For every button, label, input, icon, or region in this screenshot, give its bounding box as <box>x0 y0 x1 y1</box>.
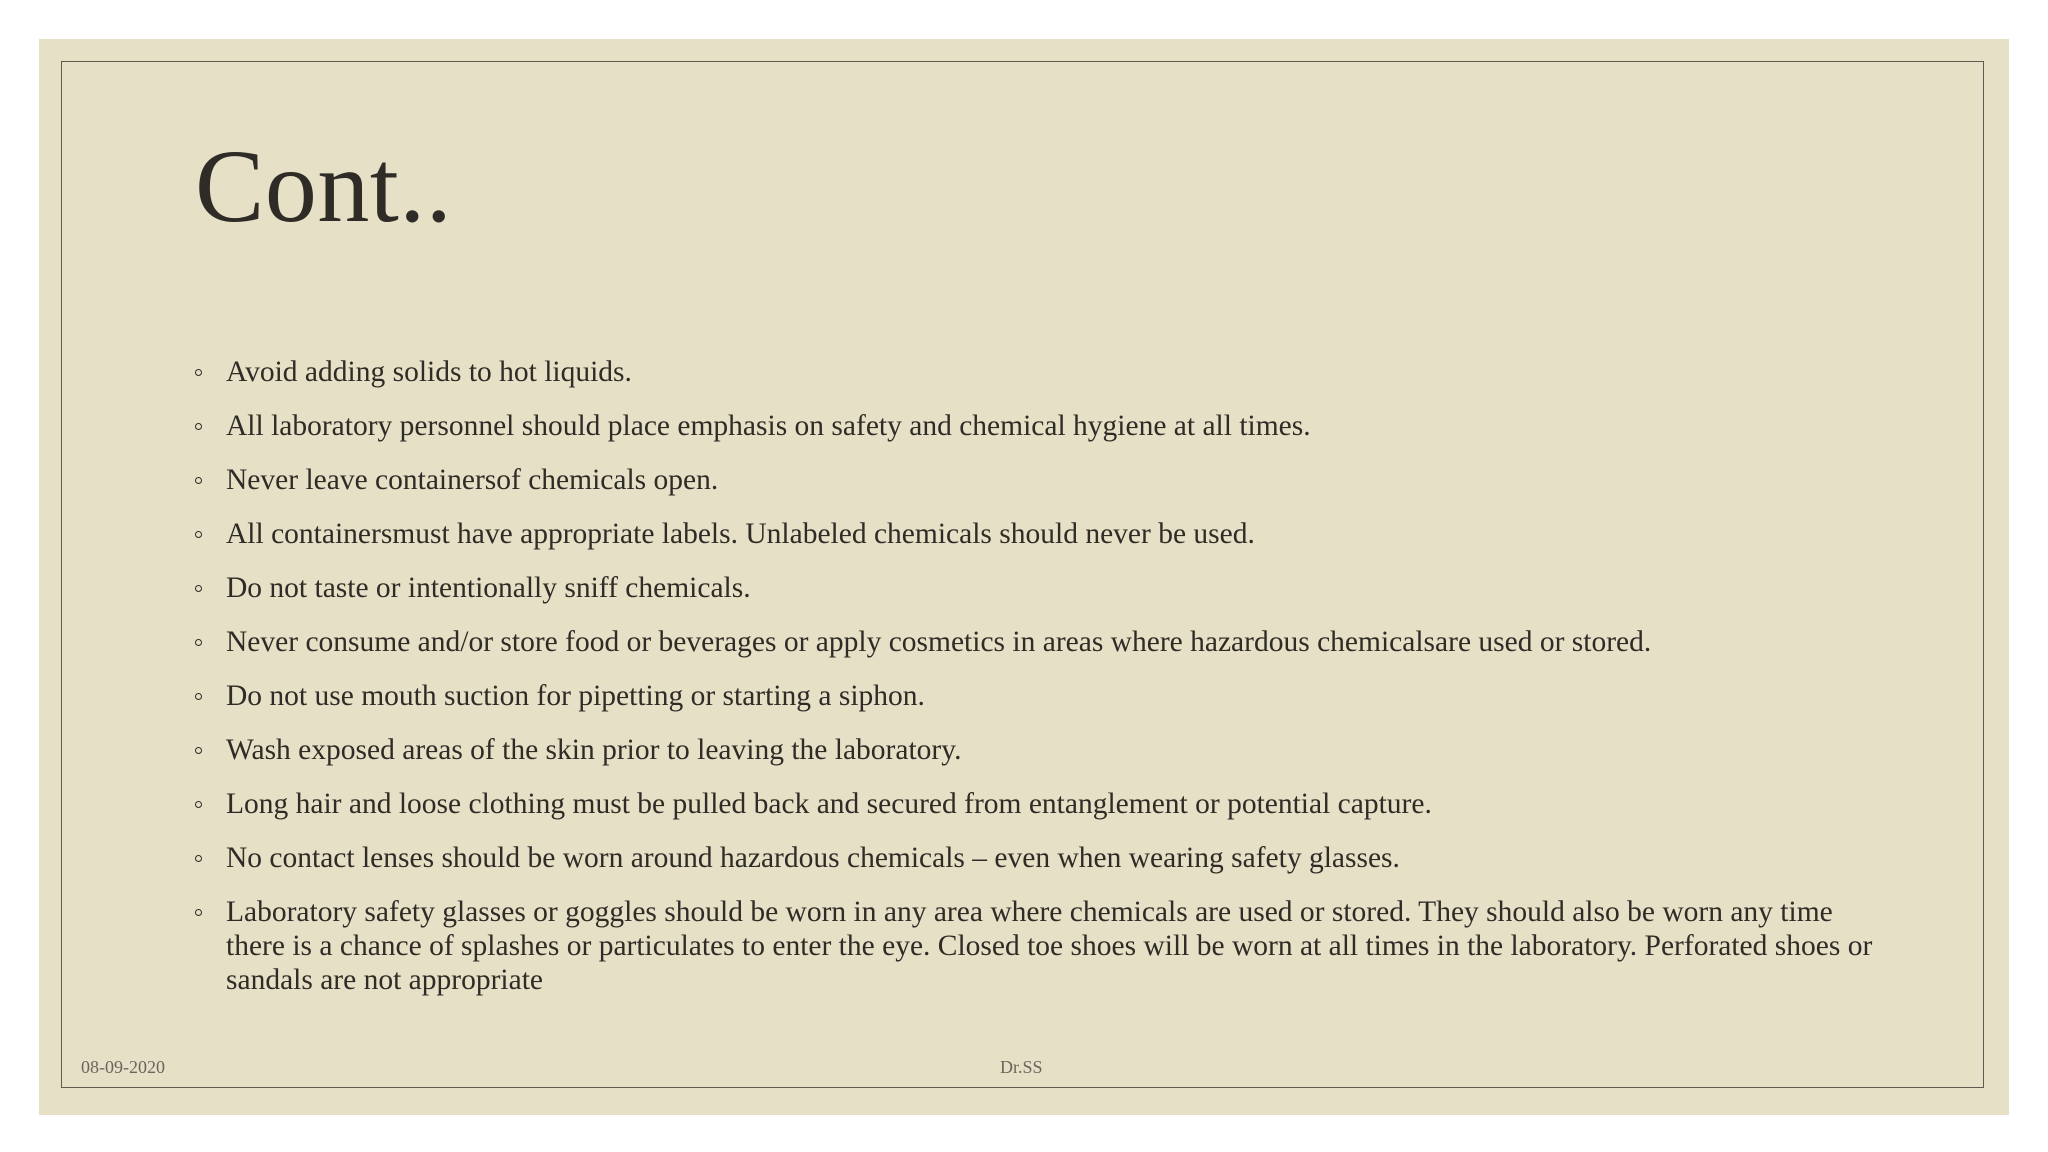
list-item <box>195 787 1875 821</box>
list-item <box>195 841 1875 875</box>
bullet-text: All laboratory personnel should place emphasis on safety and chemical hygiene at all times. <box>226 410 1311 442</box>
bullet-circle-icon <box>195 801 202 808</box>
list-item <box>195 679 1875 713</box>
bullet-circle-icon <box>195 423 202 430</box>
list-item <box>195 409 1875 443</box>
bullet-text: All containersmust have appropriate labels. Unlabeled chemicals should never be used. <box>226 518 1255 550</box>
list-item <box>195 625 1875 659</box>
bullet-circle-icon <box>195 693 202 700</box>
list-item <box>195 463 1875 497</box>
footer-author: Dr.SS <box>1000 1057 1043 1077</box>
bullet-circle-icon <box>195 477 202 484</box>
list-item <box>195 733 1875 767</box>
bullet-text: Wash exposed areas of the skin prior to leaving the laboratory. <box>226 734 962 766</box>
bullet-text: Long hair and loose clothing must be pulled back and secured from entanglement or potential capture. <box>226 788 1432 820</box>
bullet-text: No contact lenses should be worn around hazardous chemicals – even when wearing safety glasses. <box>226 842 1400 874</box>
list-item <box>195 355 1875 389</box>
bullet-circle-icon <box>195 909 202 916</box>
bullet-text: Never consume and/or store food or beverages or apply cosmetics in areas where hazardous chemicalsare used or stored. <box>226 626 1652 658</box>
bullet-circle-icon <box>195 747 202 754</box>
bullet-circle-icon <box>195 639 202 646</box>
list-item <box>195 517 1875 551</box>
bullet-list <box>195 355 1875 1017</box>
bullet-text: Avoid adding solids to hot liquids. <box>226 356 632 388</box>
bullet-text: Laboratory safety glasses or goggles should be worn in any area where chemicals are used or stored. They should also be worn any time there is a chance of splashes or particulates to enter the eye. Closed toe shoes will be worn at all times in the laboratory. Perforated shoes or sandals are not appropriate <box>226 896 1873 996</box>
bullet-circle-icon <box>195 531 202 538</box>
bullet-text: Do not use mouth suction for pipetting or starting a siphon. <box>226 680 925 712</box>
list-item <box>195 895 1875 997</box>
bullet-circle-icon <box>195 585 202 592</box>
bullet-text: Never leave containersof chemicals open. <box>226 464 719 496</box>
footer-date: 08-09-2020 <box>81 1057 165 1077</box>
bullet-text: Do not taste or intentionally sniff chemicals. <box>226 572 751 604</box>
slide-title: Cont.. <box>195 129 453 244</box>
bullet-circle-icon <box>195 369 202 376</box>
list-item <box>195 571 1875 605</box>
bullet-circle-icon <box>195 855 202 862</box>
